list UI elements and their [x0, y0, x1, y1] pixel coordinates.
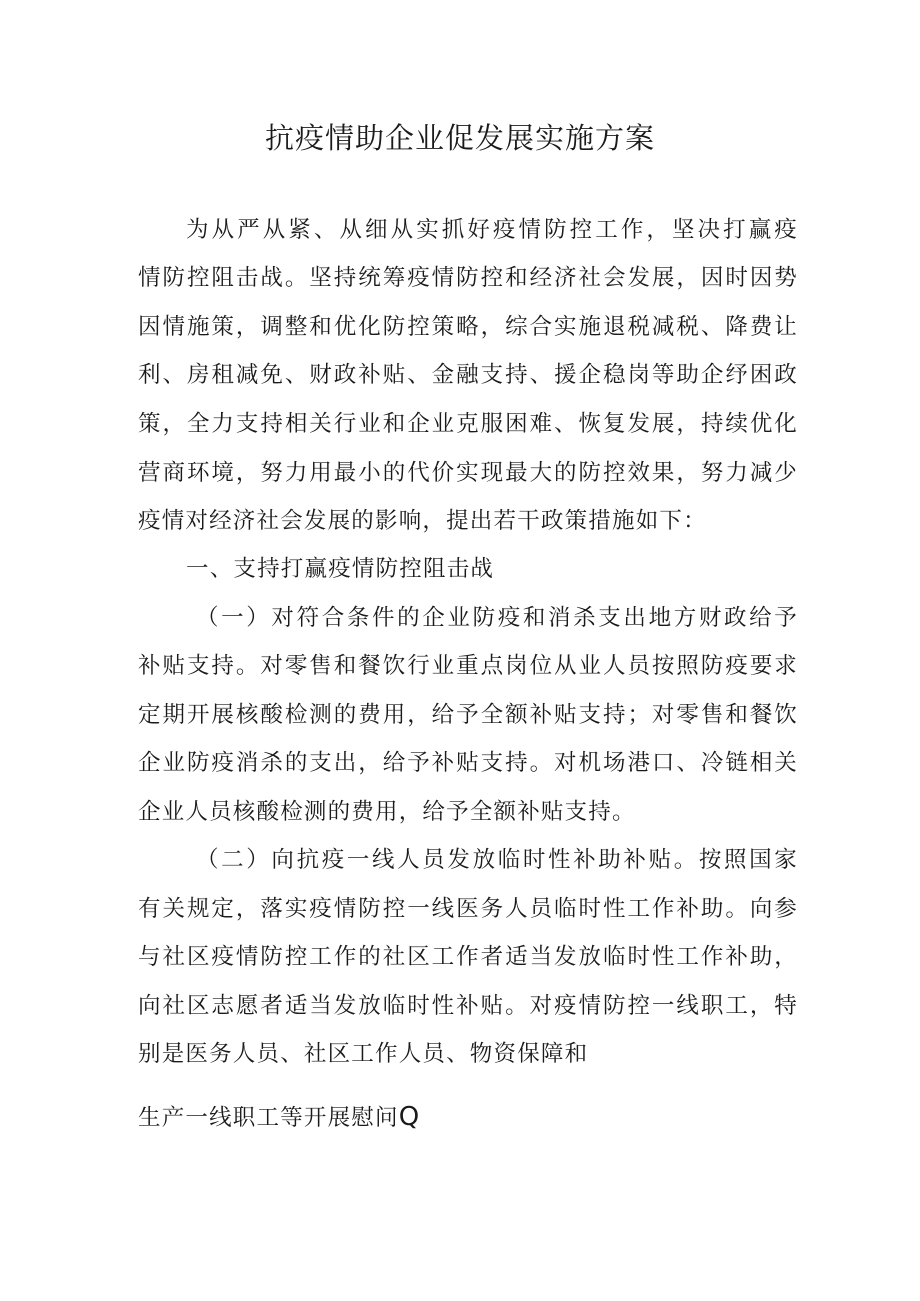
- tail-text: 生产一线职工等开展慰问: [138, 1105, 399, 1131]
- item2-line: 与社区疫情防控工作的社区工作者适当发放临时性工作补助，: [138, 944, 798, 970]
- page-title: 抗疫情助企业促发展实施方案: [264, 121, 655, 155]
- intro-line: 因情施策，调整和优化防控策略，综合实施退税减税、降费让: [138, 314, 798, 340]
- intro-line: 策，全力支持相关行业和企业克服困难、恢复发展，持续优化: [138, 411, 798, 437]
- item2-line: 向社区志愿者适当发放临时性补贴。对疫情防控一线职工，特: [138, 993, 798, 1019]
- intro-line: 为从严从紧、从细从实抓好疫情防控工作，坚决打赢疫: [186, 217, 798, 243]
- item1-line: 企业防疫消杀的支出，给予补贴支持。对机场港口、冷链相关: [138, 750, 798, 776]
- intro-line: 疫情对经济社会发展的影响，提出若干政策措施如下：: [138, 508, 707, 534]
- intro-line: 利、房租减免、财政补贴、金融支持、援企稳岗等助企纾困政: [138, 362, 798, 388]
- item1-line: 补贴支持。对零售和餐饮行业重点岗位从业人员按照防疫要求: [138, 653, 798, 679]
- item1-line: 定期开展核酸检测的费用，给予全额补贴支持；对零售和餐饮: [138, 702, 798, 728]
- item2-line: （二）向抗疫一线人员发放临时性补助补贴。按照国家: [196, 847, 798, 873]
- tail-glyph: Q: [398, 1102, 421, 1132]
- item1-line: （一）对符合条件的企业防疫和消杀支出地方财政给予: [196, 605, 798, 631]
- item2-line: 有关规定，落实疫情防控一线医务人员临时性工作补助。向参: [138, 896, 798, 922]
- item2-line: 别是医务人员、社区工作人员、物资保障和: [138, 1041, 589, 1067]
- intro-line: 营商环境，努力用最小的代价实现最大的防控效果，努力减少: [138, 460, 798, 486]
- item1-line: 企业人员核酸检测的费用，给予全额补贴支持。: [138, 799, 636, 825]
- intro-line: 情防控阻击战。坚持统筹疫情防控和经济社会发展，因时因势: [138, 265, 798, 291]
- section-heading: 一、支持打赢疫情防控阻击战: [186, 556, 495, 582]
- tail-line: [138, 1099, 420, 1136]
